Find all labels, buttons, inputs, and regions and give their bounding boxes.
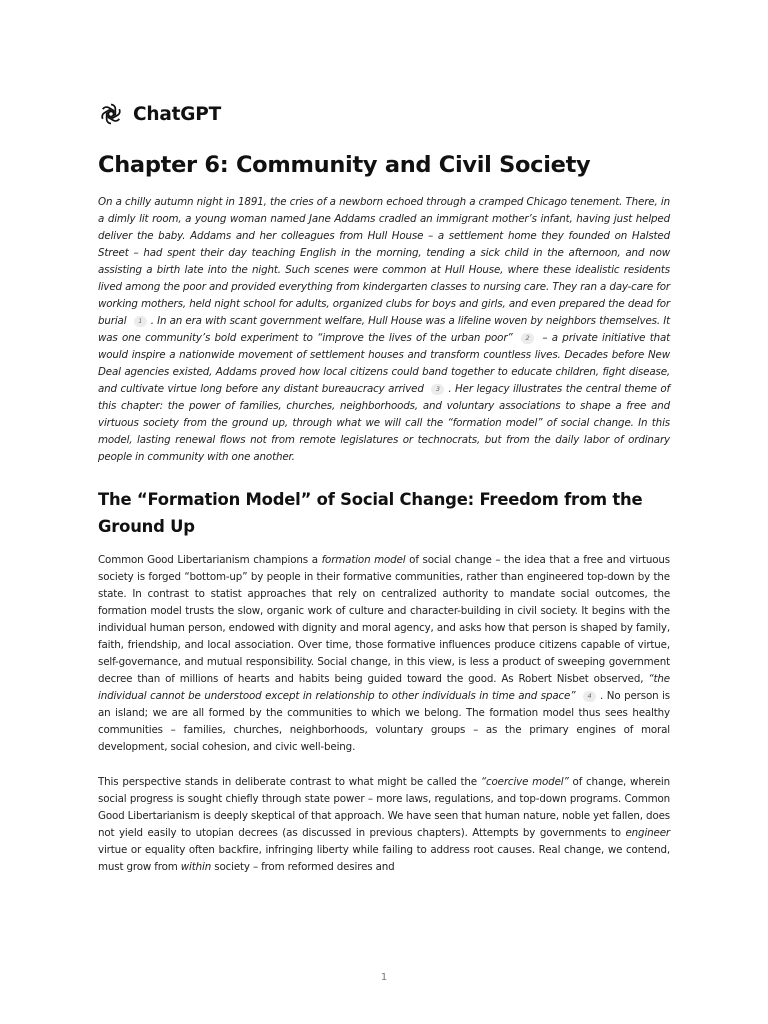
citation-badge[interactable]: 1: [134, 316, 147, 327]
brand-name: ChatGPT: [133, 103, 222, 125]
emphasis-text: “coercive model”: [480, 776, 569, 788]
citation-badge[interactable]: 3: [431, 384, 444, 395]
brand-header: [98, 100, 670, 128]
citation-badge[interactable]: 2: [521, 333, 534, 344]
intro-paragraph: [98, 194, 670, 466]
intro-text: On a chilly autumn night in 1891, the cries of a newborn echoed through a cramped Chicago tenement. There, in a dimly lit room, a young woman named Jane Addams cradled an immigrant mother’s infant, having just helped deliver the baby. Addams and her colleagues from Hull House – a settlement home they founded on Halsted Street – had spent their day teaching English in the morning, tending a sick child in the afternoon, and now assisting a birth late into the night. Such scenes were common at Hull House, where these idealistic residents lived among the poor and provided everything from kindergarten classes to nursing care. They ran a day-care for working mothers, held night school for adults, organized clubs for boys and girls, and even prepared the dead for burial: [98, 196, 670, 327]
body-paragraph: [98, 774, 670, 876]
body-text: This perspective stands in deliberate contrast to what might be called the: [98, 776, 477, 788]
body-text: of change, wherein social progress is sought chiefly through state power – more laws, regulations, and top-down programs. Common Good Libertarianism is deeply skeptical of that approach. We have seen that human nature, noble yet fallen, does not yield easily to utopian decrees (as discussed in previous chapters). Attempts by governments to: [98, 776, 671, 839]
body-text: society – from reformed desires and: [214, 861, 395, 873]
citation-badge[interactable]: 4: [583, 691, 596, 702]
body-text: . No person is an island; we are all formed by the communities to which we belong. The formation model thus sees healthy communities – families, churches, neighborhoods, voluntary groups – as the primary engines of moral development, social cohesion, and civic well-being.: [98, 690, 671, 753]
quote-text: “the individual cannot be understood except in relationship to other individuals in time and space”: [98, 673, 670, 702]
intro-text: . Her legacy illustrates the central theme of this chapter: the power of families, churches, neighborhoods, and voluntary associations to shape a free and virtuous society from the ground up, through what we will call the “formation model” of social change. In this model, lasting renewal flows not from remote legislatures or technocrats, but from the daily labor of ordinary people in community with one another.: [98, 383, 670, 463]
body-text: of social change – the idea that a free and virtuous society is forged “bottom-up” by people in their formative communities, rather than engineered top-down by the state. In contrast to statist approaches that rely on centralized authority to mandate social outcomes, the formation model trusts the slow, organic work of culture and character-building in civil society. It begins with the individual human person, endowed with dignity and moral agency, and asks how that person is shaped by family, faith, friendship, and local association. Over time, those formative influences produce citizens capable of virtue, self-governance, and mutual responsibility. Social change, in this view, is less a product of sweeping government decree than of millions of hearts and habits being guided toward the good. As Robert Nisbet observed,: [98, 554, 670, 685]
chapter-title: Chapter 6: Community and Civil Society: [98, 152, 591, 178]
body-text: virtue or equality often backfire, infringing liberty while failing to address root causes. Real change, we contend, must grow from: [98, 844, 670, 873]
openai-logo-icon: [98, 101, 124, 127]
body-paragraph: [98, 552, 670, 756]
document-page: [98, 100, 670, 876]
intro-text: . In an era with scant government welfare, Hull House was a lifeline woven by neighbors themselves. It was one community’s bold experiment to “improve the lives of the urban poor”: [98, 315, 670, 344]
intro-text: – a private initiative that would inspire a nationwide movement of settlement houses and transform countless lives. Decades before New Deal agencies existed, Addams proved how local citizens could band together to educate children, fight disease, and cultivate virtue long before any distant bureaucracy arrived: [98, 332, 671, 395]
emphasis-text: within: [180, 861, 212, 873]
page-number: 1: [380, 972, 388, 983]
emphasis-text: formation model: [321, 554, 406, 566]
emphasis-text: engineer: [625, 827, 670, 839]
body-text: Common Good Libertarianism champions a: [98, 554, 318, 566]
section-heading: The “Formation Model” of Social Change: Freedom from the Ground Up: [98, 490, 643, 536]
